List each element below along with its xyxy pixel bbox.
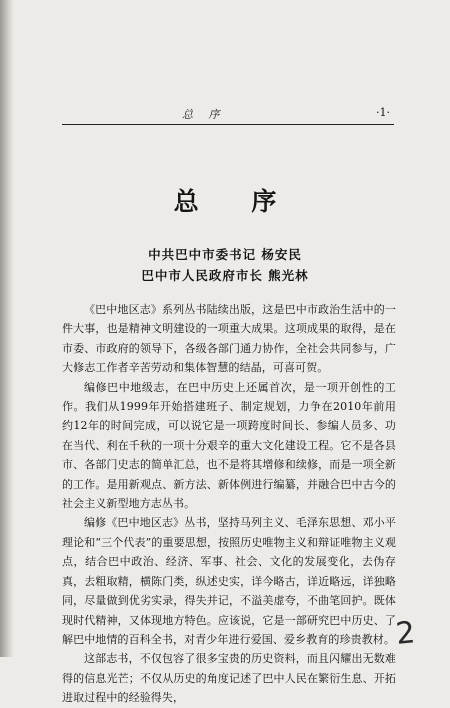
paragraph-3: 编修《巴中地区志》丛书，坚持马列主义、毛泽东思想、邓小平理论和“三个代表”的重要思想，按照历史唯物主义和辩证唯物主义观点，结合巴中政治、经济、军事、社会、文化的发展变化，去伪存真，去粗取精，横陈门类，纵述史实，详今略古，详近略远，详独略同，尽量做到优劣实录，得失并记，不溢美虚夸，不曲笔回护。既体现时代精神，又体现地方特色。应该说，它是一部研究巴中历史、了解巴中地情的百科全书，对青少年进行爱国、爱乡教育的珍贵教材。: [62, 516, 396, 646]
page-number: ·1·: [376, 106, 390, 119]
handwritten-page-mark: 2: [394, 615, 417, 652]
binding-shadow: [0, 0, 14, 657]
author-line-1: 中共巴中市委书记 杨安民: [148, 247, 302, 262]
paragraph-4: 这部志书，不仅包容了很多宝贵的历史资料，而且闪耀出无数难得的信息光芒；不仅从历史的角度记述了巴中人民在繁衍生息、开拓进取过程中的经验得失，: [62, 652, 396, 705]
author-line-2: 巴中市人民政府市长 熊光林: [141, 268, 309, 283]
paragraph-2: 编修巴中地级志，在巴中历史上还属首次，是一项开创性的工作。我们从1999年开始搭建班子、制定规划，力争在2010年前用约12年的时间完成，可以说它是一项跨度时间长、参编人员多、功在当代、利在千秋的一项十分艰辛的重大文化建设工程。它不是各县市、各部门史志的简单汇总，也不是将其增修和续修，而是一项全新的工作。是用新观点、新方法、新体例进行编纂，并融合巴中古今的社会主义新型地方志丛书。: [62, 380, 396, 511]
body-text: [62, 300, 396, 708]
page-title: 总 序: [173, 187, 299, 216]
header-rule: [62, 124, 394, 125]
running-title: 总 序: [182, 108, 226, 121]
paragraph-1: 《巴中地区志》系列丛书陆续出版，这是巴中市政治生活中的一件大事，也是精神文明建设的一项重大成果。这项成果的取得，是在市委、市政府的领导下，各级各部门通力协作，全社会共同参与，广大修志工作者辛苦劳动和集体智慧的结晶，可喜可贺。: [62, 303, 396, 375]
running-header: [62, 104, 390, 122]
